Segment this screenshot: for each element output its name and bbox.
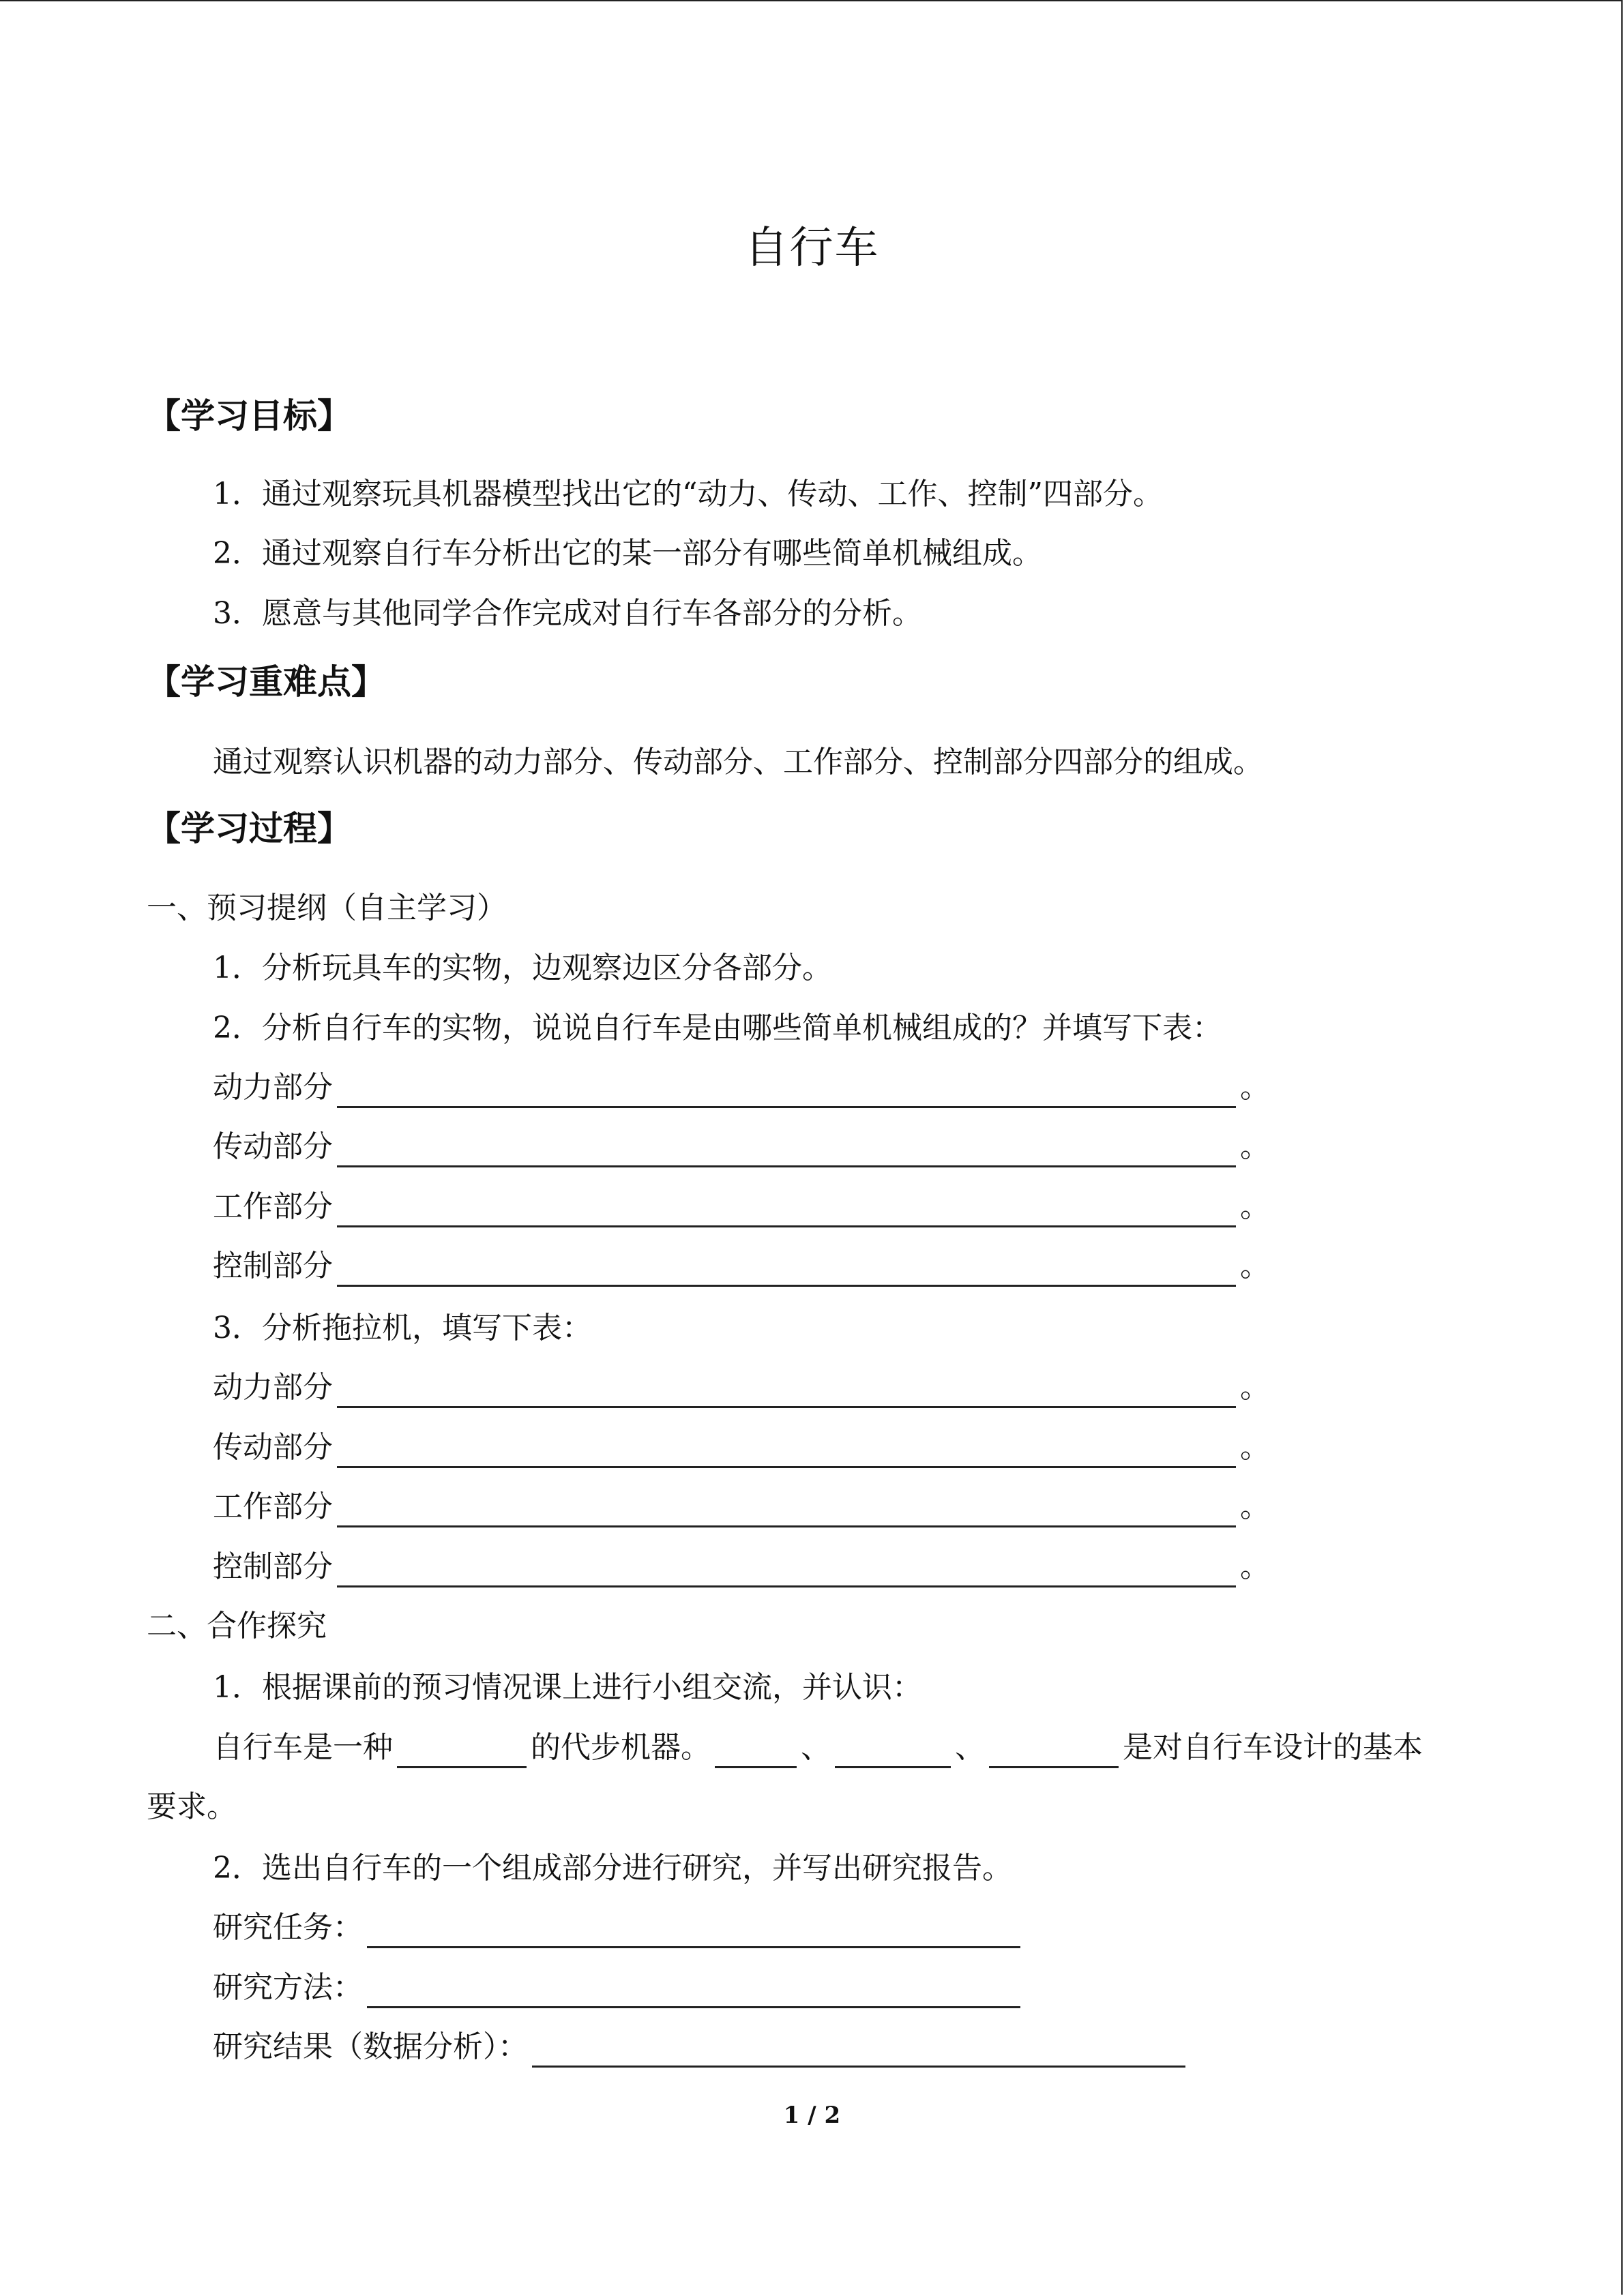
row-label: 传动部分 bbox=[213, 1430, 333, 1465]
row-label: 工作部分 bbox=[213, 1489, 333, 1524]
fill-row-bike-control bbox=[213, 1246, 1270, 1287]
goal-item-1: 1．通过观察玩具机器模型找出它的“动力、传动、工作、控制”四部分。 bbox=[213, 477, 1163, 511]
fill-row-bike-transmission bbox=[213, 1127, 1270, 1167]
row-period: 。 bbox=[1240, 1129, 1270, 1164]
part2-item-2: 2．选出自行车的一个组成部分进行研究，并写出研究报告。 bbox=[213, 1851, 1012, 1885]
answer-blank[interactable] bbox=[835, 1735, 951, 1768]
answer-blank[interactable] bbox=[989, 1735, 1119, 1768]
part2-item-1: 1．根据课前的预习情况课上进行小组交流，并认识： bbox=[213, 1670, 922, 1705]
sentence-mid: 的代步机器。 bbox=[531, 1730, 711, 1765]
row-period: 。 bbox=[1240, 1189, 1270, 1224]
research-task-row bbox=[213, 1907, 1024, 1948]
research-result-label: 研究结果（数据分析）： bbox=[213, 2029, 528, 2064]
separator: 、 bbox=[801, 1730, 831, 1765]
part2-heading: 二、合作探究 bbox=[147, 1609, 327, 1643]
answer-blank[interactable] bbox=[397, 1735, 527, 1768]
row-period: 。 bbox=[1240, 1070, 1270, 1105]
fill-row-tractor-work bbox=[213, 1487, 1270, 1527]
answer-blank[interactable] bbox=[337, 1375, 1236, 1408]
research-method-label: 研究方法： bbox=[213, 1970, 363, 2005]
sentence-wrap: 要求。 bbox=[147, 1789, 237, 1824]
answer-blank[interactable] bbox=[337, 1554, 1236, 1587]
row-label: 工作部分 bbox=[213, 1189, 333, 1224]
row-label: 动力部分 bbox=[213, 1070, 333, 1105]
fill-row-tractor-power bbox=[213, 1367, 1270, 1408]
goal-item-3: 3．愿意与其他同学合作完成对自行车各部分的分析。 bbox=[213, 596, 922, 631]
row-period: 。 bbox=[1240, 1430, 1270, 1465]
fill-row-tractor-transmission bbox=[213, 1427, 1270, 1468]
answer-blank[interactable] bbox=[337, 1494, 1236, 1527]
part1-item-1: 1．分析玩具车的实物，边观察边区分各部分。 bbox=[213, 951, 832, 985]
answer-blank[interactable] bbox=[715, 1735, 797, 1768]
bike-definition-sentence bbox=[213, 1727, 1423, 1768]
answer-blank[interactable] bbox=[337, 1194, 1236, 1227]
sentence-start: 自行车是一种 bbox=[213, 1730, 393, 1765]
row-label: 控制部分 bbox=[213, 1249, 333, 1283]
sentence-end: 是对自行车设计的基本 bbox=[1123, 1730, 1423, 1765]
answer-blank[interactable] bbox=[337, 1075, 1236, 1108]
separator: 、 bbox=[955, 1730, 985, 1765]
row-period: 。 bbox=[1240, 1489, 1270, 1524]
answer-blank[interactable] bbox=[367, 1915, 1020, 1948]
research-method-row bbox=[213, 1967, 1024, 2008]
key-points-text: 通过观察认识机器的动力部分、传动部分、工作部分、控制部分四部分的组成。 bbox=[213, 745, 1263, 779]
row-period: 。 bbox=[1240, 1549, 1270, 1584]
answer-blank[interactable] bbox=[532, 2034, 1185, 2068]
goals-heading: 【学习目标】 bbox=[147, 396, 351, 436]
part1-heading: 一、预习提纲（自主学习） bbox=[147, 891, 507, 925]
process-heading: 【学习过程】 bbox=[147, 809, 351, 848]
answer-blank[interactable] bbox=[367, 1975, 1020, 2008]
research-task-label: 研究任务： bbox=[213, 1910, 363, 1945]
part1-item-2: 2．分析自行车的实物，说说自行车是由哪些简单机械组成的？并填写下表： bbox=[213, 1011, 1222, 1045]
row-period: 。 bbox=[1240, 1370, 1270, 1405]
part1-item-3: 3．分析拖拉机，填写下表： bbox=[213, 1311, 592, 1345]
row-period: 。 bbox=[1240, 1249, 1270, 1283]
fill-row-bike-work bbox=[213, 1187, 1270, 1227]
answer-blank[interactable] bbox=[337, 1134, 1236, 1167]
fill-row-tractor-control bbox=[213, 1547, 1270, 1587]
row-label: 传动部分 bbox=[213, 1129, 333, 1164]
row-label: 控制部分 bbox=[213, 1549, 333, 1584]
fill-row-bike-power bbox=[213, 1067, 1270, 1108]
row-label: 动力部分 bbox=[213, 1370, 333, 1405]
page-number: 1 / 2 bbox=[783, 2102, 841, 2129]
key-points-heading: 【学习重难点】 bbox=[147, 662, 385, 702]
goal-item-2: 2．通过观察自行车分析出它的某一部分有哪些简单机械组成。 bbox=[213, 536, 1042, 571]
answer-blank[interactable] bbox=[337, 1253, 1236, 1287]
research-result-row bbox=[213, 2027, 1190, 2068]
answer-blank[interactable] bbox=[337, 1435, 1236, 1468]
page-title: 自行车 bbox=[744, 223, 880, 273]
